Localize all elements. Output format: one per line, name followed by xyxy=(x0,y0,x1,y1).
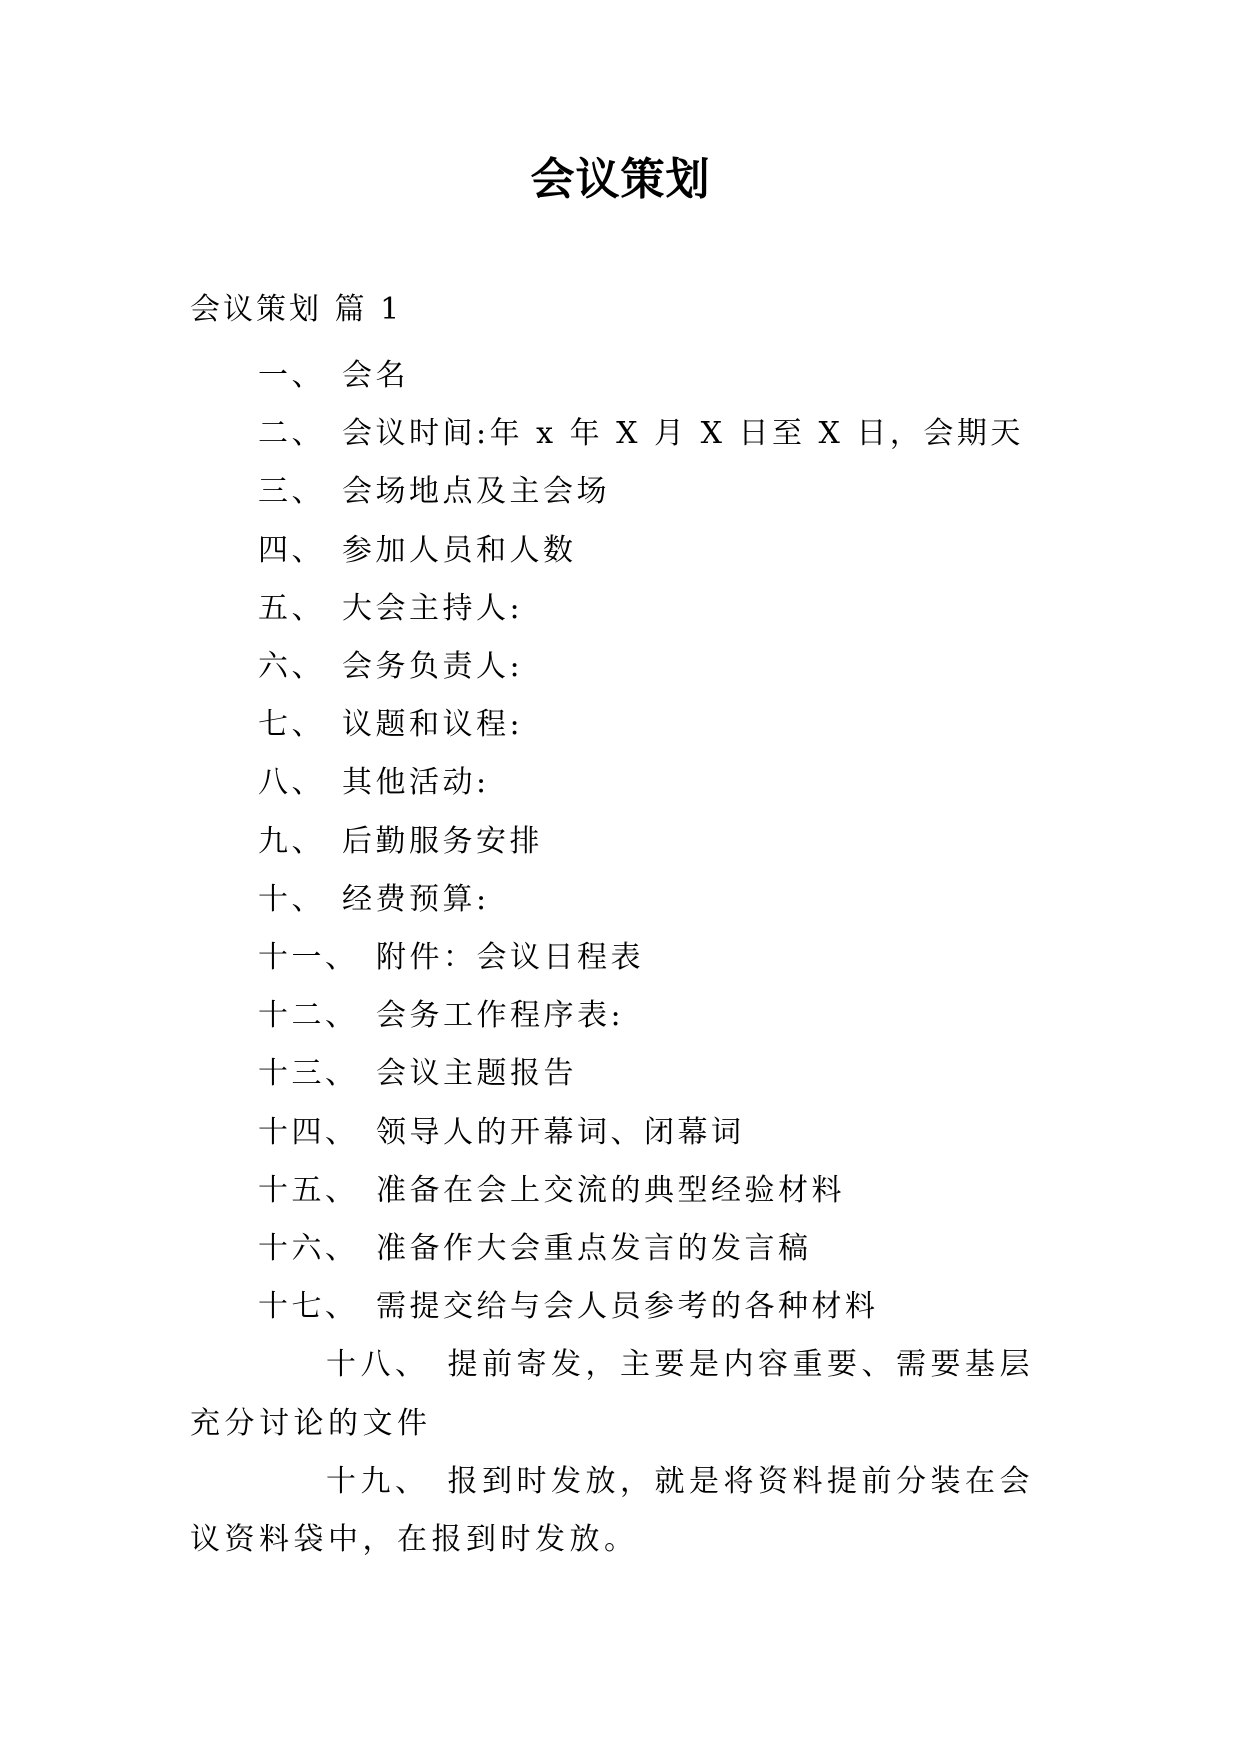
item-text: 议题和议程: xyxy=(342,707,524,743)
list-item xyxy=(190,463,1058,521)
list-item xyxy=(190,1453,1058,1569)
item-number: 十一、 xyxy=(258,940,359,976)
item-number: 十八、 xyxy=(326,1347,430,1383)
item-text: 经费预算: xyxy=(342,881,490,917)
item-text: 会务负责人: xyxy=(342,649,524,685)
list-item xyxy=(190,929,1058,987)
list-item xyxy=(190,696,1058,754)
item-text: 会务工作程序表: xyxy=(376,998,625,1034)
list-item xyxy=(190,580,1058,638)
item-number: 八、 xyxy=(258,765,325,801)
list-item xyxy=(190,987,1058,1045)
item-text: 后勤服务安排 xyxy=(342,823,543,859)
item-text: 会名 xyxy=(342,358,409,393)
item-number: 二、 xyxy=(258,416,325,452)
list-item xyxy=(190,1162,1058,1220)
item-number: 一、 xyxy=(258,358,325,393)
list-item xyxy=(190,813,1058,871)
item-text: 参加人员和人数 xyxy=(342,532,577,568)
list-item xyxy=(190,871,1058,929)
item-text: 会议时间:年 x 年 X 月 X 日至 X 日，会期天 xyxy=(342,416,1024,452)
item-number: 九、 xyxy=(258,823,325,859)
item-text: 准备在会上交流的典型经验材料 xyxy=(376,1172,845,1208)
item-text: 提前寄发，主要是内容重要、需要基层充分讨论的文件 xyxy=(190,1347,1034,1441)
item-number: 四、 xyxy=(258,532,325,568)
item-number: 十七、 xyxy=(258,1289,359,1325)
list-item xyxy=(190,1220,1058,1278)
item-text: 会议主题报告 xyxy=(376,1056,577,1092)
list-item xyxy=(190,522,1058,580)
list-item xyxy=(190,1045,1058,1103)
list-item xyxy=(190,347,1058,405)
item-number: 十六、 xyxy=(258,1231,359,1267)
item-text: 报到时发放，就是将资料提前分装在会议资料袋中，在报到时发放。 xyxy=(190,1463,1034,1558)
list-item xyxy=(190,1278,1058,1336)
item-number: 十五、 xyxy=(258,1172,359,1208)
item-number: 三、 xyxy=(258,474,325,510)
item-number: 十九、 xyxy=(326,1463,430,1499)
item-text: 会场地点及主会场 xyxy=(342,474,610,510)
list-item xyxy=(190,1336,1058,1452)
list-item xyxy=(190,638,1058,696)
document-title: 会议策划 xyxy=(530,154,711,205)
item-number: 六、 xyxy=(258,649,325,685)
item-text: 需提交给与会人员参考的各种材料 xyxy=(376,1289,879,1325)
agenda-list xyxy=(190,347,1058,1569)
item-number: 七、 xyxy=(258,707,325,743)
item-number: 十四、 xyxy=(258,1114,359,1150)
list-item xyxy=(190,754,1058,812)
item-number: 十三、 xyxy=(258,1056,359,1092)
item-text: 大会主持人: xyxy=(342,590,524,626)
item-number: 十、 xyxy=(258,881,325,917)
section-heading: 会议策划 篇 1 xyxy=(190,292,403,327)
item-number: 十二、 xyxy=(258,998,359,1034)
item-text: 附件：会议日程表 xyxy=(376,940,644,976)
list-item xyxy=(190,405,1058,463)
item-text: 准备作大会重点发言的发言稿 xyxy=(376,1231,812,1267)
item-text: 其他活动: xyxy=(342,765,490,801)
list-item xyxy=(190,1104,1058,1162)
item-text: 领导人的开幕词、闭幕词 xyxy=(376,1114,745,1150)
item-number: 五、 xyxy=(258,590,325,626)
